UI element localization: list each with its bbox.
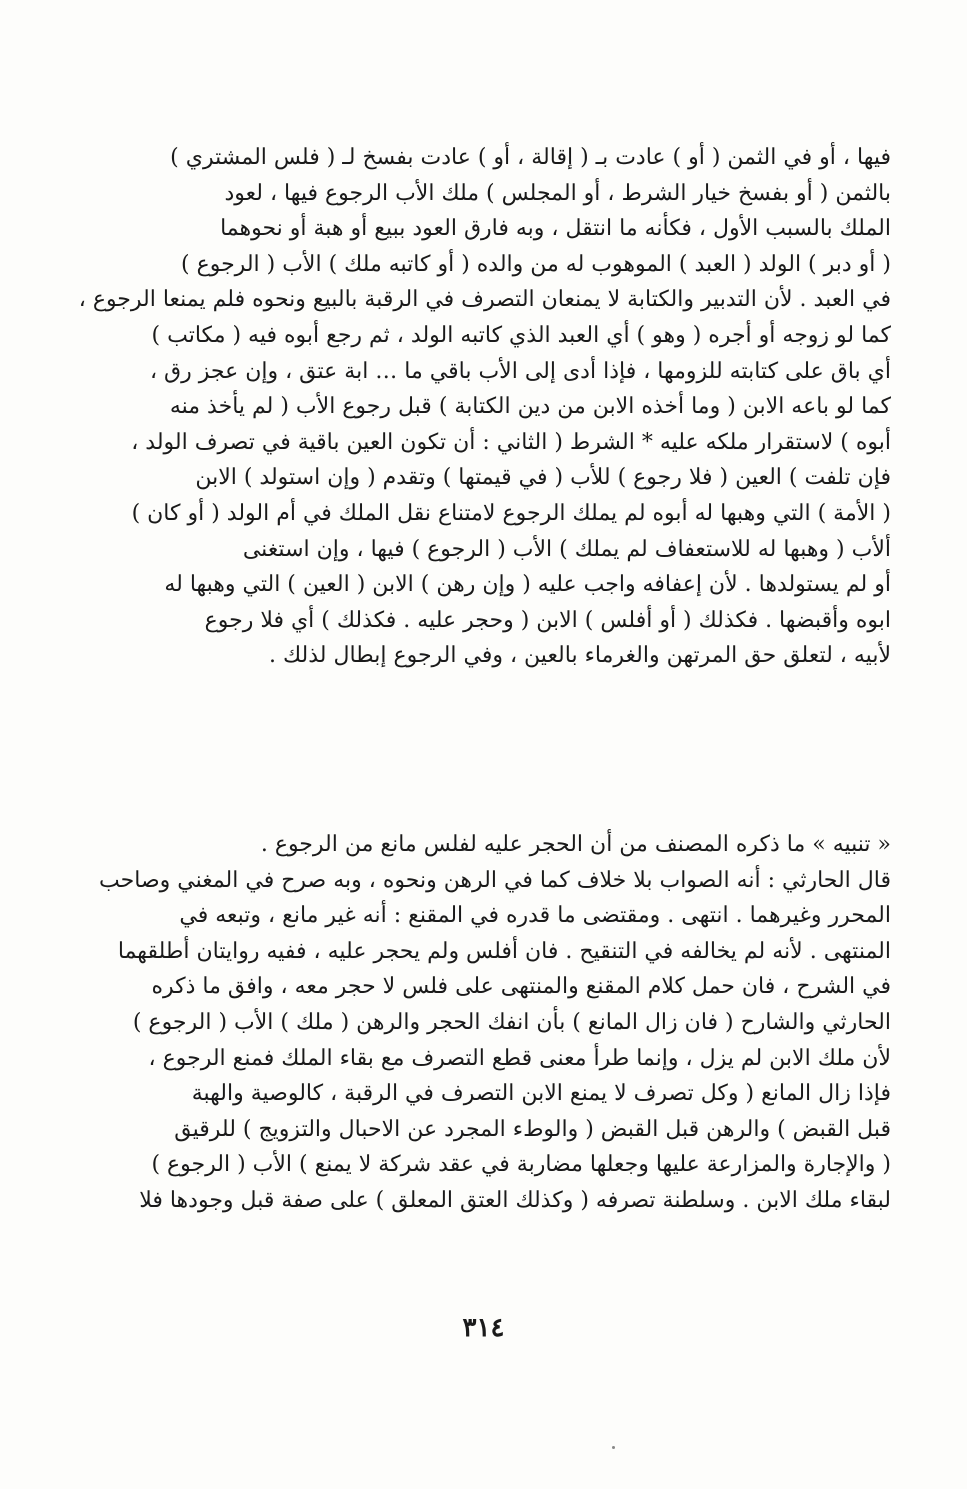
text-line: ( الأمة ) التي وهبها له أبوه لم يملك الرجوع لامتناع نقل الملك في أم الولد ( أو كان ) [131, 500, 891, 526]
text-line: ( أو دبر ) الولد ( العبد ) الموهوب له من والده ( أو كاتبه ملك ) الأب ( الرجوع ) [181, 251, 891, 277]
text-line: لأبيه ، لتعلق حق المرتهن والغرماء بالعين ، وفي الرجوع إبطال لذلك . [269, 643, 891, 669]
text-line: فيها ، أو في الثمن ( أو ) عادت بـ ( إقالة ، أو ) عادت بفسخ لـ ( فلس المشتري ) [170, 145, 891, 170]
text-line: ( والإجارة والمزارعة عليها وجعلها مضاربة في عقد شركة لا يمنع ) الأب ( الرجوع ) [151, 1152, 891, 1178]
text-line: أي باق على كتابته للزومها ، فإذا أدى إلى الأب باقي ما … ابة عتق ، وإن عجز رق ، [149, 358, 891, 384]
text-line: فإذا زال المانع ( وكل تصرف لا يمنع الابن التصرف في الرقبة ، كالوصية والهبة [191, 1081, 891, 1107]
note-text-block [76, 827, 891, 1219]
text-line: أو لم يستولدها . لأن إعفافه واجب عليه ( وإن رهن ) الابن ( العين ) التي وهبها له [164, 572, 891, 598]
text-line: الملك بالسبب الأول ، فكأنه ما انتقل ، وبه فارق العود ببيع أو هبة أو نحوهما [220, 216, 891, 242]
scan-speck [612, 1446, 615, 1449]
main-text-block [76, 140, 891, 674]
text-line: لأن ملك الابن لم يزل ، وإنما طرأ معنى قطع التصرف مع بقاء الملك فمنع الرجوع ، [148, 1045, 891, 1071]
text-line: قبل القبض ) والرهن قبل القبض ( والوطء المجرد عن الاحبال والتزويج ) للرقيق [174, 1116, 891, 1142]
text-line: كما لو زوجه أو أجره ( وهو ) أي العبد الذي كاتبه الولد ، ثم رجع أبوه فيه ( مكاتب ) [151, 322, 891, 348]
page-number: ٣١٤ [462, 1313, 505, 1343]
text-line: بالثمن ( أو بفسخ خيار الشرط ، أو المجلس ) ملك الأب الرجوع فيها ، لعود [224, 180, 891, 206]
text-line: أبوه ) لاستقرار ملكه عليه * الشرط ( الثاني : أن تكون العين باقية في تصرف الولد ، [131, 429, 891, 455]
text-line: المحرر وغيرهما . انتهى . ومقتضى ما قدره في المقنع : أنه غير مانع ، وتبعه في [179, 903, 891, 929]
text-line: قال الحارثي : أنه الصواب بلا خلاف كما في الرهن ونحوه ، وبه صرح في المغني وصاحب [99, 867, 891, 893]
text-line: في العبد . لأن التدبير والكتابة لا يمنعان التصرف في الرقبة بالبيع ونحوه فلم يمنعا الرجوع ، [78, 287, 891, 313]
text-line: ألأب ( وهبها له للاستعفاف لم يملك ) الأب ( الرجوع ) فيها ، وإن استغنى [242, 536, 891, 562]
text-line: فإن تلفت ) العين ( فلا رجوع ) للأب ( في قيمتها ) وتقدم ( وإن استولد ) الابن [195, 465, 891, 491]
text-line: في الشرح ، فان حمل كلام المقنع والمنتهى على فلس لا حجر معه ، وافق ما ذكره [151, 974, 891, 1000]
text-line: « تنبيه » ما ذكره المصنف من أن الحجر عليه لفلس مانع من الرجوع . [260, 832, 891, 857]
text-line: ابوه وأقبضها . فكذلك ( أو أفلس ) الابن ( وحجر عليه . فكذلك ) أي فلا رجوع [204, 607, 891, 633]
text-line: كما لو باعه الابن ( وما أخذه الابن من دين الكتابة ) قبل رجوع الأب ( لم يأخذ منه [169, 394, 891, 420]
text-line: لبقاء ملك الابن . وسلطنة تصرفه ( وكذلك العتق المعلق ) على صفة قبل وجودها فلا [139, 1187, 891, 1213]
text-line: المنتهى . لأنه لم يخالفه في التنقيح . فان أفلس ولم يحجر عليه ، ففيه روايتان أطلقهما [117, 938, 891, 964]
text-line: الحارثي والشارح ( فان زال المانع ) بأن انفك الحجر والرهن ( ملك ) الأب ( الرجوع ) [132, 1009, 891, 1035]
